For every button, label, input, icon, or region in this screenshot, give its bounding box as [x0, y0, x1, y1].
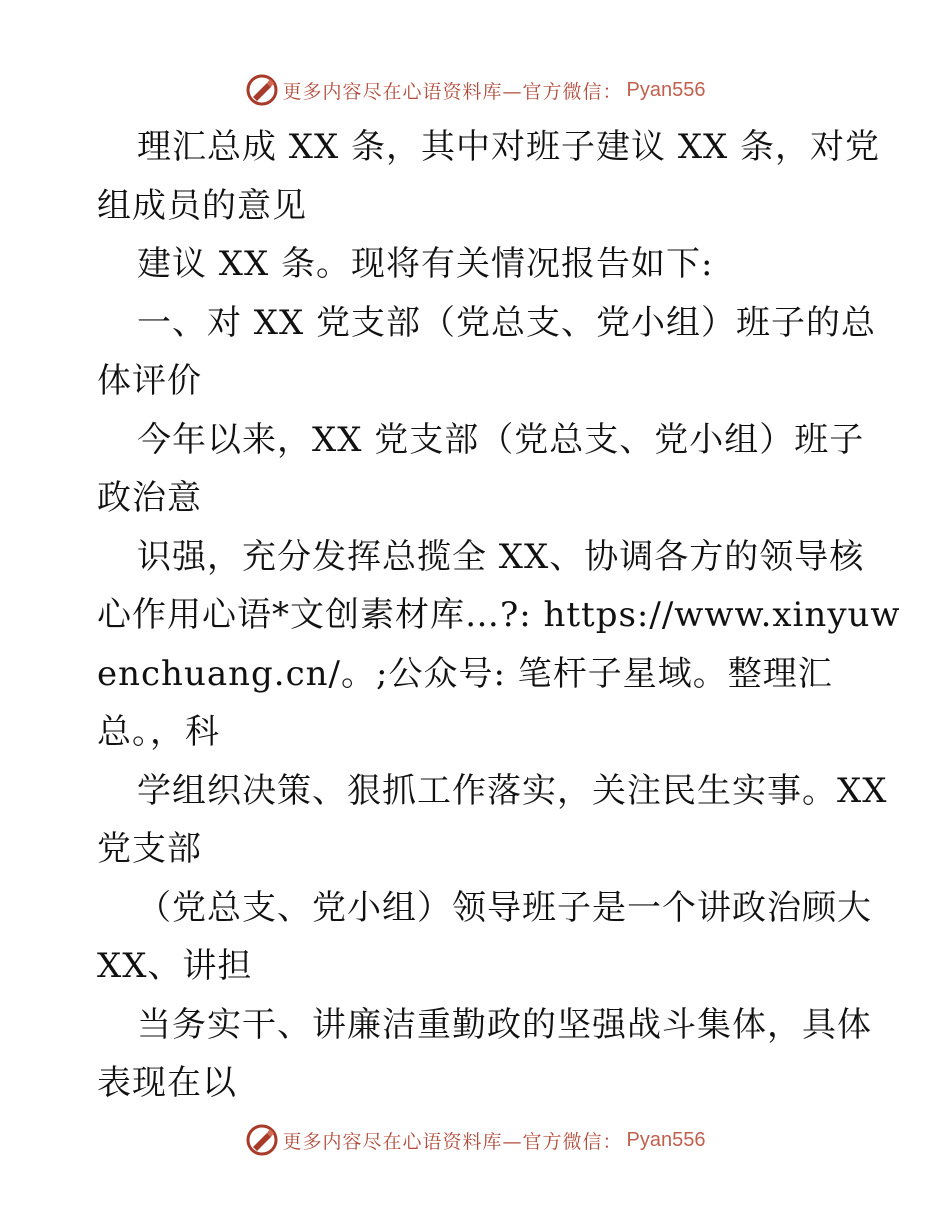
body-line: XX、讲担 — [97, 946, 253, 986]
body-line: 组成员的意见 — [97, 185, 307, 226]
footer-banner-text: 更多内容尽在心语资料库—官方微信： — [282, 1130, 623, 1153]
body-line: 识强，充分发挥总揽全 XX、协调各方的领导核 — [137, 536, 865, 577]
header-banner — [0, 70, 950, 110]
body-line: （党总支、党小组）领导班子是一个讲政治顾大 — [137, 887, 872, 928]
pen-logo-icon — [245, 73, 279, 107]
footer-banner — [0, 1120, 950, 1160]
body-line: 党支部 — [97, 829, 202, 869]
body-text — [97, 118, 901, 1113]
body-line: 一、对 XX 党支部（党总支、党小组）班子的总 — [137, 302, 877, 343]
body-line: 总。，科 — [97, 712, 220, 752]
body-line: enchuang.cn/。;公众号: 笔杆子星域。整理汇 — [97, 653, 833, 694]
body-line: 政治意 — [97, 478, 202, 518]
header-banner-text: 更多内容尽在心语资料库—官方微信： — [282, 80, 623, 103]
header-banner-wechat-id: Pyan556 — [626, 78, 706, 101]
body-line: 今年以来，XX 党支部（党总支、党小组）班子 — [137, 419, 865, 460]
body-line: 体评价 — [97, 361, 202, 401]
body-line: 建议 XX 条。现将有关情况报告如下: — [137, 244, 714, 284]
body-line: 理汇总成 XX 条，其中对班子建议 XX 条，对党 — [137, 127, 881, 167]
body-line: 当务实干、讲廉洁重勤政的坚强战斗集体，具体 — [137, 1004, 872, 1045]
body-line: 表现在以 — [97, 1063, 237, 1103]
footer-banner-wechat-id: Pyan556 — [626, 1128, 706, 1151]
body-line: 心作用心语*文创素材库…?: https://www.xinyuw — [97, 595, 901, 635]
pen-logo-icon — [245, 1123, 279, 1157]
body-line: 学组织决策、狠抓工作落实，关注民生实事。XX — [137, 770, 888, 811]
